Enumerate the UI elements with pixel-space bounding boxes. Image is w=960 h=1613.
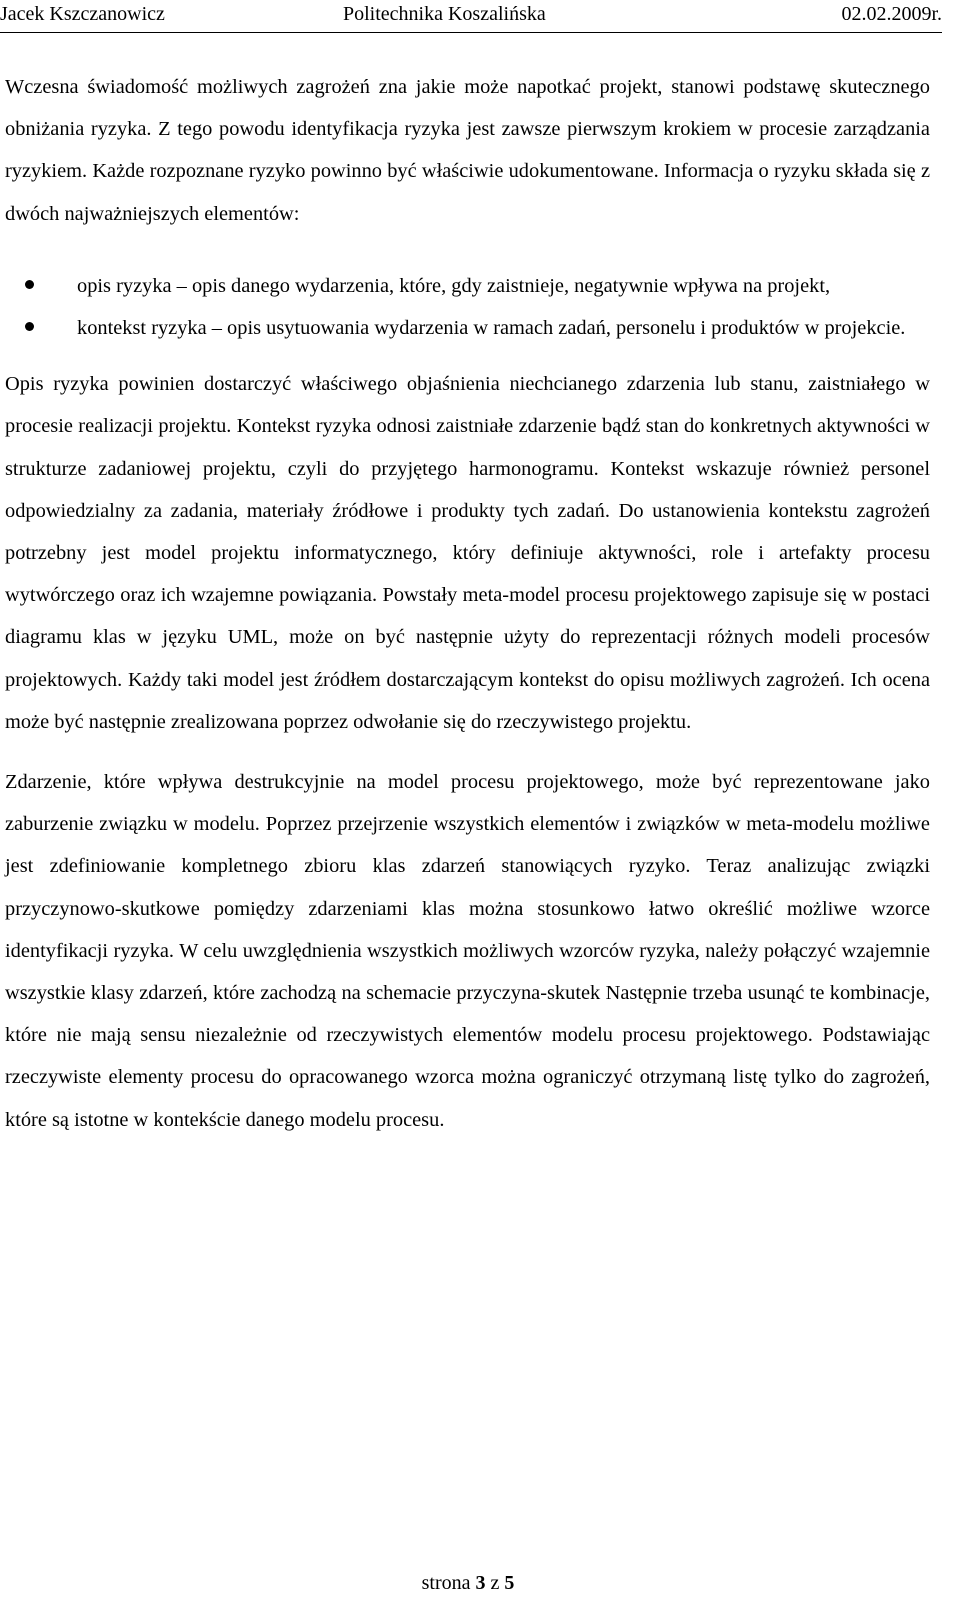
header-date: 02.02.2009r. [841,3,942,25]
paragraph-risk-events: Zdarzenie, które wpływa destrukcyjnie na model procesu projektowego, może być reprezentowane jako zaburzenie związku w modelu. Poprzez przejrzenie wszystkich elementów i związków w meta-modelu możliwe jest zdefiniowanie kompletnego zbioru klas zdarzeń stanowiących ryzyko. Teraz analizując związki przyczynowo-skutkowe pomiędzy zdarzeniami klas można stosunkowo łatwo określić możliwe wzorce identyfikacji ryzyka. W celu uwzględnienia wszystkich możliwych wzorców ryzyka, należy połączyć wzajemnie wszystkie klasy zdarzeń, które zachodzą na schemacie przyczyna-skutek Następnie trzeba usunąć te kombinacje, które nie mają sensu niezależnie od rzeczywistych elementów modelu procesu projektowego. Podstawiając rzeczywiste elementy procesu do opracowanego wzorca można ograniczyć otrzymaną listę tylko do zagrożeń, które są istotne w kontekście danego modelu procesu. [5,771,930,1131]
list-item-text: kontekst ryzyka – opis usytuowania wydarzenia w ramach zadań, personelu i produktów w projekcie. [77,317,906,340]
bullet-icon [25,280,34,289]
document-body [5,66,930,1141]
page-total: 5 [504,1572,515,1594]
paragraph-intro: Wczesna świadomość możliwych zagrożeń zna jakie może napotkać projekt, stanowi podstawę skutecznego obniżania ryzyka. Z tego powodu identyfikacja ryzyka jest zawsze pierwszym krokiem w procesie zarządzania ryzykiem. Każde rozpoznane ryzyko powinno być właściwie udokumentowane. Informacja o ryzyku składa się z dwóch najważniejszych elementów: [5,76,930,225]
list-item-text: opis ryzyka – opis danego wydarzenia, które, gdy zaistnieje, negatywnie wpływa na projekt, [77,274,831,297]
paragraph-risk-description: Opis ryzyka powinien dostarczyć właściwego objaśnienia niechcianego zdarzenia lub stanu, zaistniałego w procesie realizacji projektu. Kontekst ryzyka odnosi zaistniałe zdarzenie bądź stan do konkretnych aktywności w strukturze zadaniowej projektu, czyli do przyjętego harmonogramu. Kontekst wskazuje również personel odpowiedzialny za zadania, materiały źródłowe i produkty tych zadań. Do ustanowienia kontekstu zagrożeń potrzebny jest model projektu informatycznego, który definiuje aktywności, role i artefakty procesu wytwórczego oraz ich wzajemne powiązania. Powstały meta-model procesu projektowego zapisuje się w postaci diagramu klas w języku UML, może on być następnie użyty do reprezentacji różnych modeli procesów projektowych. Każdy taki model jest źródłem dostarczającym kontekst do opisu możliwych zagrożeń. Ich ocena może być następnie zrealizowana poprzez odwołanie się do rzeczywistego projektu. [5,373,930,733]
list-item [77,265,930,307]
page-word: strona [421,1572,471,1594]
list-item [77,307,930,349]
header-institution: Politechnika Koszalińska [343,3,546,25]
header-author: Jacek Kszczanowicz [0,3,165,25]
bullet-icon [25,322,34,331]
page-header [0,0,942,33]
risk-elements-list [5,265,930,349]
page-of-word: z [490,1572,500,1594]
page-current: 3 [475,1572,486,1594]
page-number [0,1570,936,1596]
